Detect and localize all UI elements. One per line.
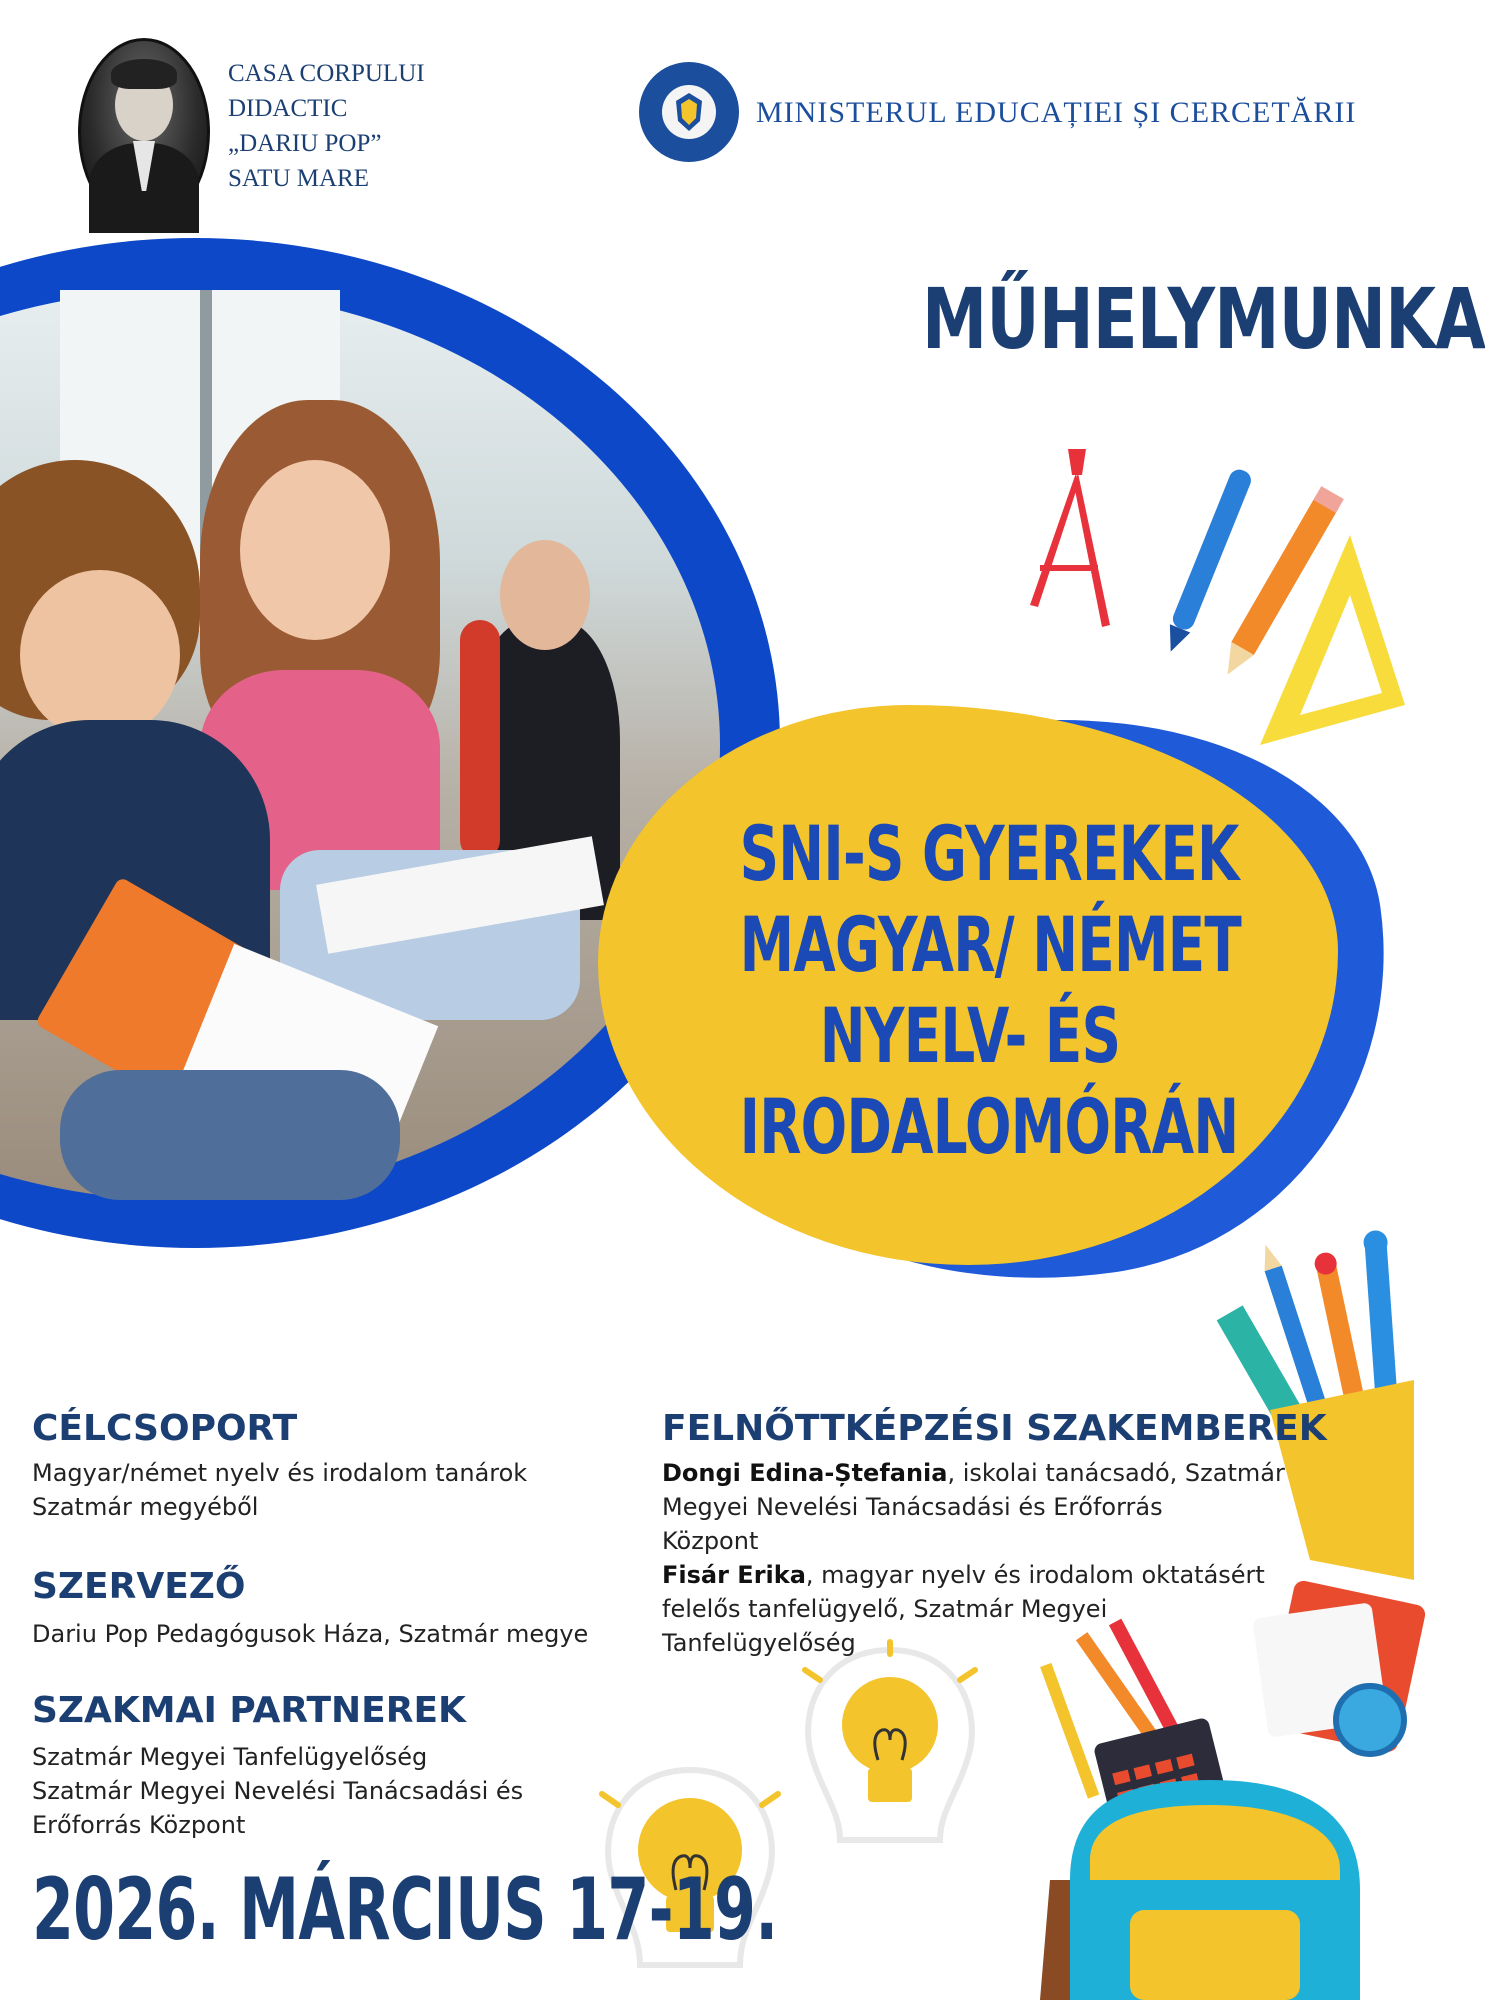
topic-line: IRODALOMÓRÁN bbox=[739, 1082, 1239, 1171]
partner-line: Szatmár Megyei Tanfelügyelőség bbox=[32, 1743, 428, 1771]
trainer-role: Központ bbox=[662, 1527, 759, 1555]
institution-line: CASA CORPULUI bbox=[228, 60, 425, 87]
coat-of-arms-icon bbox=[662, 85, 716, 139]
partners-text bbox=[32, 1740, 523, 1842]
trainers-heading: FELNŐTTKÉPZÉSI SZAKEMBEREK bbox=[662, 1408, 1327, 1449]
trainer-role: , magyar nyelv és irodalom oktatásért bbox=[805, 1561, 1265, 1589]
workshop-title: MŰHELYMUNKA bbox=[922, 270, 1485, 368]
trainer-role: Tanfelügyelőség bbox=[662, 1629, 856, 1657]
dariu-pop-portrait-logo bbox=[78, 38, 210, 226]
trainer-role: Megyei Nevelési Tanácsadási és Erőforrás bbox=[662, 1493, 1163, 1521]
partner-line: Szatmár Megyei Nevelési Tanácsadási és bbox=[32, 1777, 524, 1805]
topic-line: MAGYAR/ NÉMET bbox=[739, 900, 1242, 989]
target-group-heading: CÉLCSOPORT bbox=[32, 1408, 298, 1449]
ministry-name: MINISTERUL EDUCAȚIEI ȘI CERCETĂRII bbox=[756, 96, 1357, 129]
institution-line: DIDACTIC bbox=[228, 95, 348, 122]
trainer-role: felelős tanfelügyelő, Szatmár Megyei bbox=[662, 1595, 1108, 1623]
lightbulb-icon bbox=[790, 1640, 990, 1860]
workshop-topic bbox=[650, 808, 1290, 1172]
backpack-illustration bbox=[1010, 1580, 1414, 2000]
event-date: 2026. MÁRCIUS 17-19. bbox=[32, 1860, 778, 1960]
organizer-heading: SZERVEZŐ bbox=[32, 1566, 246, 1607]
target-line: Szatmár megyéből bbox=[32, 1493, 259, 1521]
target-group-text bbox=[32, 1456, 527, 1524]
institution-line: „DARIU POP” bbox=[228, 130, 382, 157]
compass-icon bbox=[1030, 449, 1110, 627]
trainer-name: Dongi Edina-Ștefania bbox=[662, 1459, 948, 1487]
topic-line: NYELV- ÉS bbox=[819, 991, 1121, 1080]
school-supplies-illustration bbox=[990, 445, 1410, 765]
organizer-text bbox=[32, 1617, 588, 1651]
trainer-name: Fisár Erika bbox=[662, 1561, 806, 1589]
organizer-line: Dariu Pop Pedagógusok Háza, Szatmár megye bbox=[32, 1620, 589, 1648]
institution-line: SATU MARE bbox=[228, 165, 369, 192]
partners-heading: SZAKMAI PARTNEREK bbox=[32, 1690, 466, 1731]
partner-line: Erőforrás Központ bbox=[32, 1811, 246, 1839]
institution-name bbox=[228, 56, 425, 196]
trainer-role: , iskolai tanácsadó, Szatmár bbox=[947, 1459, 1285, 1487]
topic-line: SNI-S GYEREKEK bbox=[739, 809, 1239, 898]
target-line: Magyar/német nyelv és irodalom tanárok bbox=[32, 1459, 528, 1487]
